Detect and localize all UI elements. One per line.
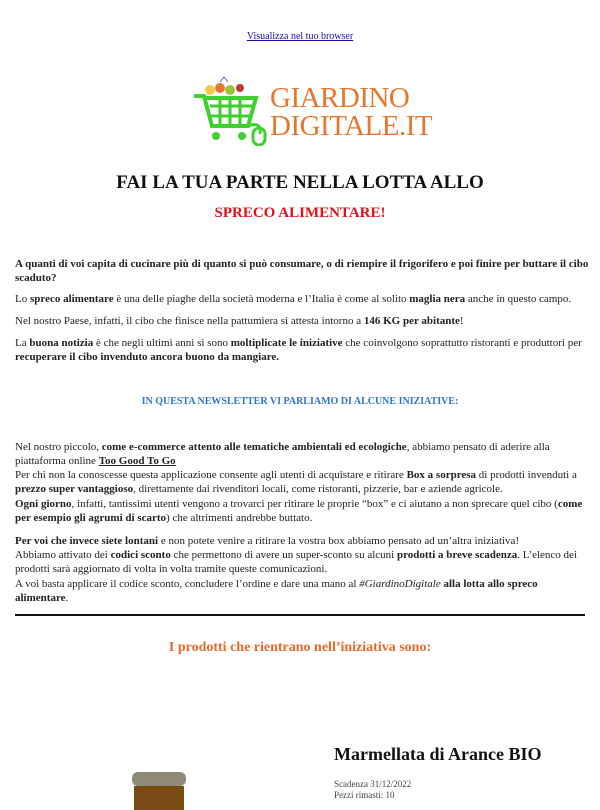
text-segment: Per chi non la conoscesse questa applicazione consente agli utenti di acquistare e ritirare: [15, 469, 407, 481]
product-expiry: Scadenza 31/12/2022: [334, 779, 412, 789]
text-segment: Abbiamo attivato dei: [15, 549, 111, 561]
text-segment: codici sconto: [110, 549, 171, 561]
paragraph: [15, 534, 590, 576]
text-segment: . L’elenco dei prodotti sarà aggiornato di volta in volta tramite queste comunicazioni.: [15, 549, 577, 575]
products-heading: I prodotti che rientrano nell’iniziativa sono:: [168, 640, 432, 655]
text-segment: recuperare il cibo invenduto ancora buono da mangiare.: [15, 351, 280, 363]
paragraph: [15, 497, 590, 525]
too-good-to-go-link[interactable]: Too Good To Go: [98, 455, 176, 467]
text-segment: di prodotti invenduti a: [476, 469, 577, 481]
paragraph: [15, 577, 590, 605]
text-segment: spreco alimentare: [29, 293, 114, 305]
text-segment: prezzo super vantaggioso: [15, 483, 134, 495]
text-segment: anche in questo campo.: [465, 293, 572, 305]
view-in-browser-link[interactable]: Visualizza nel tuo browser: [246, 31, 354, 42]
text-segment: Ogni giorno: [15, 498, 72, 510]
text-segment: A quanti di voi capita di cucinare più di quanto si può consumare, o di riempire il frigorifero e poi finire per buttare il cibo scaduto?: [15, 258, 589, 284]
text-segment: La: [15, 337, 30, 349]
text-segment: Per voi che invece siete lontani: [15, 535, 159, 547]
text-segment: , infatti, tantissimi utenti vengono a trovarci per ritirare le proprie “box” e ci aiutano a non sprecare quel cibo (: [71, 498, 558, 510]
section-heading: IN QUESTA NEWSLETTER VI PARLIAMO DI ALCUNE INIZIATIVE:: [141, 396, 459, 407]
product-image[interactable]: [130, 770, 188, 810]
view-in-browser: [0, 31, 600, 42]
text-segment: Nel nostro piccolo,: [15, 441, 102, 453]
text-segment: che coinvolgono soprattutto ristoranti e produttori per: [342, 337, 582, 349]
paragraph: [15, 314, 590, 328]
logo-line2: DIGITALE.IT: [270, 110, 433, 142]
text-segment: e non potete venire a ritirare la vostra box abbiamo pensato ad un’altra iniziativa!: [158, 535, 520, 547]
text-segment: , abbiamo pensato di aderire alla piattaforma online: [15, 441, 550, 467]
text-segment: è che negli ultimi anni si sono: [93, 337, 231, 349]
page-title: FAI LA TUA PARTE NELLA LOTTA ALLO: [116, 172, 484, 193]
text-segment: ) che altrimenti andrebbe buttato.: [166, 512, 313, 524]
text-segment: #GiardinoDigitale: [359, 578, 441, 590]
text-segment: , direttamente dai rivenditori locali, come ristoranti, pizzerie, bar e aziende agricole.: [133, 483, 503, 495]
text-segment: è una delle piaghe della società moderna e l’Italia è come al solito: [113, 293, 410, 305]
text-segment: che permettono di avere un super-sconto su alcuni: [170, 549, 397, 561]
text-segment: come per esempio gli agrumi di scarto: [15, 498, 583, 524]
text-segment: 146 KG per abitante: [363, 315, 460, 327]
text-segment: prodotti a breve scadenza: [396, 549, 518, 561]
text-segment: Nel nostro Paese, infatti, il cibo che finisce nella pattumiera si attesta intorno a: [15, 315, 364, 327]
logo[interactable]: [192, 76, 432, 146]
text-segment: Box a sorpresa: [406, 469, 477, 481]
text-segment: moltiplicate le iniziative: [230, 337, 343, 349]
text-segment: alla lotta allo spreco alimentare: [15, 578, 538, 604]
page-subtitle: SPRECO ALIMENTARE!: [214, 205, 386, 221]
text-segment: maglia nera: [409, 293, 466, 305]
divider: [15, 614, 585, 616]
logo-line1: GIARDINO: [270, 82, 410, 114]
paragraph: [15, 257, 590, 285]
shopping-cart-icon: [192, 76, 270, 146]
text-segment: Lo: [15, 293, 30, 305]
text-segment: !: [459, 315, 464, 327]
product-name[interactable]: Marmellata di Arance BIO: [334, 744, 542, 764]
text-segment: buona notizia: [29, 337, 94, 349]
product-meta: [334, 779, 411, 801]
paragraph: [15, 440, 590, 496]
text-segment: A voi basta applicare il codice sconto, concludere l’ordine e dare una mano al: [15, 578, 360, 590]
paragraph: [15, 292, 590, 306]
text-segment: .: [65, 592, 69, 604]
text-segment: come e-commerce attento alle tematiche ambientali ed ecologiche: [101, 441, 407, 453]
product-stock: Pezzi rimasti: 10: [334, 790, 395, 800]
paragraph: [15, 336, 590, 364]
